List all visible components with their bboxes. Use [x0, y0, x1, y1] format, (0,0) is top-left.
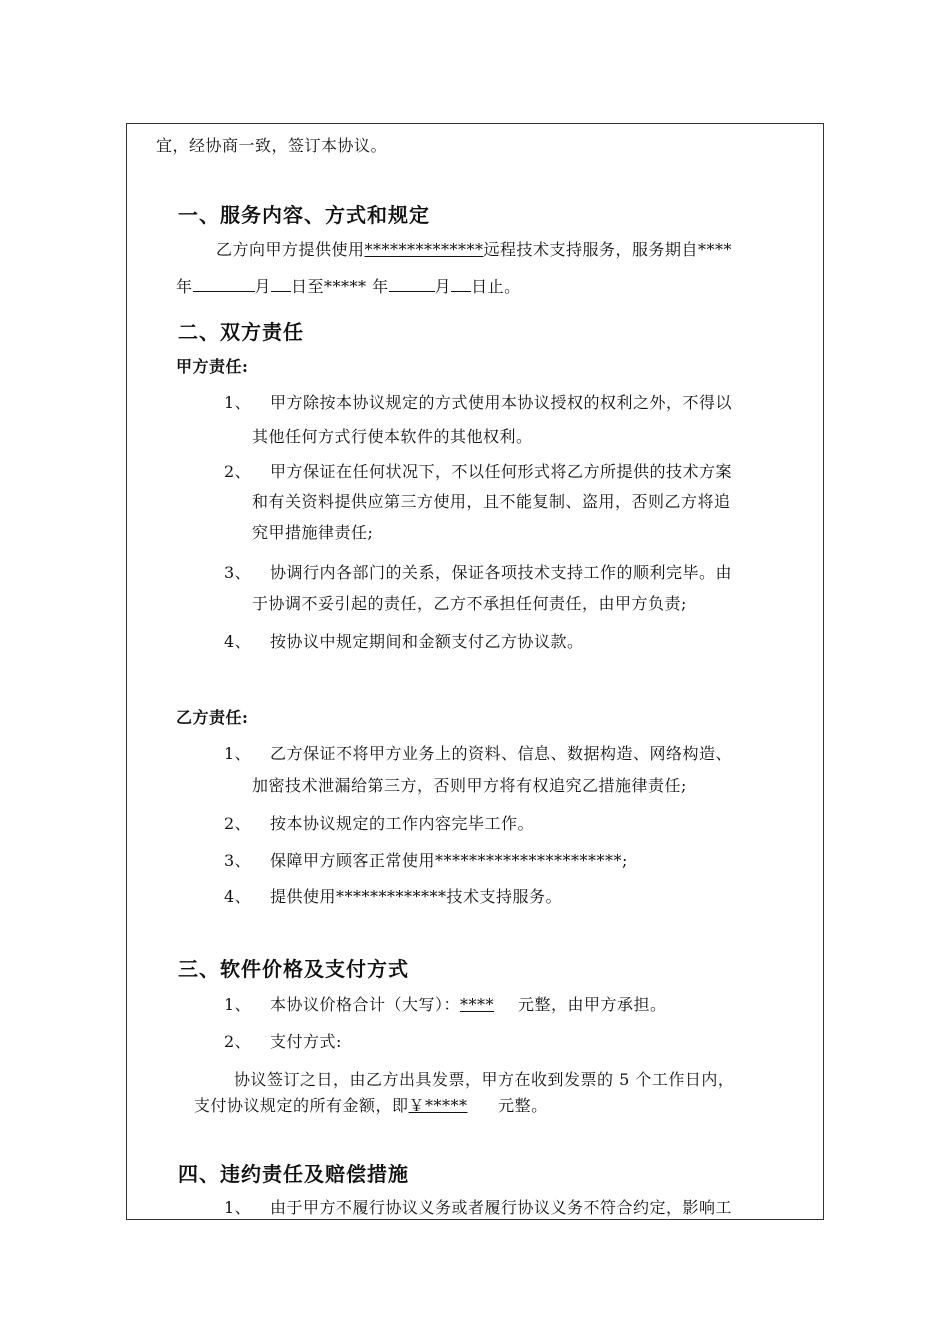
- party-b-item-2-line: 按本协议规定的工作内容完毕工作。: [270, 814, 535, 833]
- party-a-item-2-line: 和有关资料提供应第三方使用，且不能复制、盗用，否则乙方将追: [252, 492, 731, 511]
- party-b-item-3-line: 保障甲方顾客正常使用**********************;: [270, 851, 628, 870]
- party-a-item-2-line: 究甲措施律责任;: [252, 523, 374, 542]
- party-a-item-4-line: 按协议中规定期间和金额支付乙方协议款。: [270, 632, 584, 651]
- party-a-item-3-line: 协调行内各部门的关系，保证各项技术支持工作的顺利完毕。由: [270, 563, 733, 582]
- party-a-item-2-line: 甲方保证在任何状况下，不以任何形式将乙方所提供的技术方案: [270, 462, 733, 481]
- party-b-item-1-line: 乙方保证不将甲方业务上的资料、信息、数据构造、网络构造、: [270, 744, 733, 763]
- party-a-item-1-number: 1、: [224, 393, 252, 412]
- party-a-item-4-number: 4、: [224, 632, 252, 651]
- party-b-item-1-line: 加密技术泄漏给第三方，否则甲方将有权追究乙措施律责任;: [252, 776, 687, 795]
- party-a-item-3-line: 于协调不妥引起的责任，乙方不承担任何责任，由甲方负责;: [252, 594, 687, 613]
- section-4-item-1-number: 1、: [224, 1198, 252, 1217]
- party-b-item-4-line: 提供使用*************技术支持服务。: [270, 887, 563, 906]
- party-a-item-2-number: 2、: [224, 462, 252, 481]
- payment-line-2: 支付协议规定的所有金额，即￥***** 元整。: [194, 1096, 548, 1115]
- section-1-heading: 一、服务内容、方式和规定: [178, 203, 430, 227]
- day-blank: [451, 277, 471, 292]
- section-3-item-1-number: 1、: [224, 995, 252, 1014]
- party-b-title: 乙方责任:: [176, 708, 249, 727]
- section-3-item-1-text: 本协议价格合计（大写）：**** 元整，由甲方承担。: [270, 995, 667, 1014]
- party-b-item-4-number: 4、: [224, 887, 252, 906]
- party-a-item-3-number: 3、: [224, 563, 252, 582]
- section-2-heading: 二、双方责任: [178, 320, 304, 344]
- year-blank-2: [389, 277, 435, 292]
- party-a-item-1-line: 甲方除按本协议规定的方式使用本协议授权的权利之外，不得以: [270, 393, 733, 412]
- party-b-item-2-number: 2、: [224, 814, 252, 833]
- intro-tail: 宜，经协商一致，签订本协议。: [156, 136, 388, 155]
- payment-line-1: 协议签订之日，由乙方出具发票，甲方在收到发票的 5 个工作日内，: [234, 1070, 735, 1089]
- section-1-paragraph-line-1: 乙方向甲方提供使用**************远程技术支持服务，服务期自****: [216, 240, 733, 259]
- section-4-heading: 四、违约责任及赔偿措施: [178, 1162, 409, 1186]
- party-a-title: 甲方责任:: [176, 357, 249, 376]
- section-3-heading: 三、软件价格及支付方式: [178, 957, 409, 981]
- section-3-item-2-text: 支付方式:: [270, 1032, 342, 1051]
- year-blank: [193, 277, 255, 292]
- section-3-item-2-number: 2、: [224, 1032, 252, 1051]
- section-1-paragraph-line-2: 年 月 日至***** 年 月 日止。: [176, 277, 521, 296]
- party-a-item-1-line: 其他任何方式行使本软件的其他权利。: [252, 427, 533, 446]
- month-blank: [271, 277, 291, 292]
- section-4-item-1-text: 由于甲方不履行协议义务或者履行协议义务不符合约定，影响工: [270, 1198, 733, 1217]
- party-b-item-3-number: 3、: [224, 851, 252, 870]
- party-b-item-1-number: 1、: [224, 744, 252, 763]
